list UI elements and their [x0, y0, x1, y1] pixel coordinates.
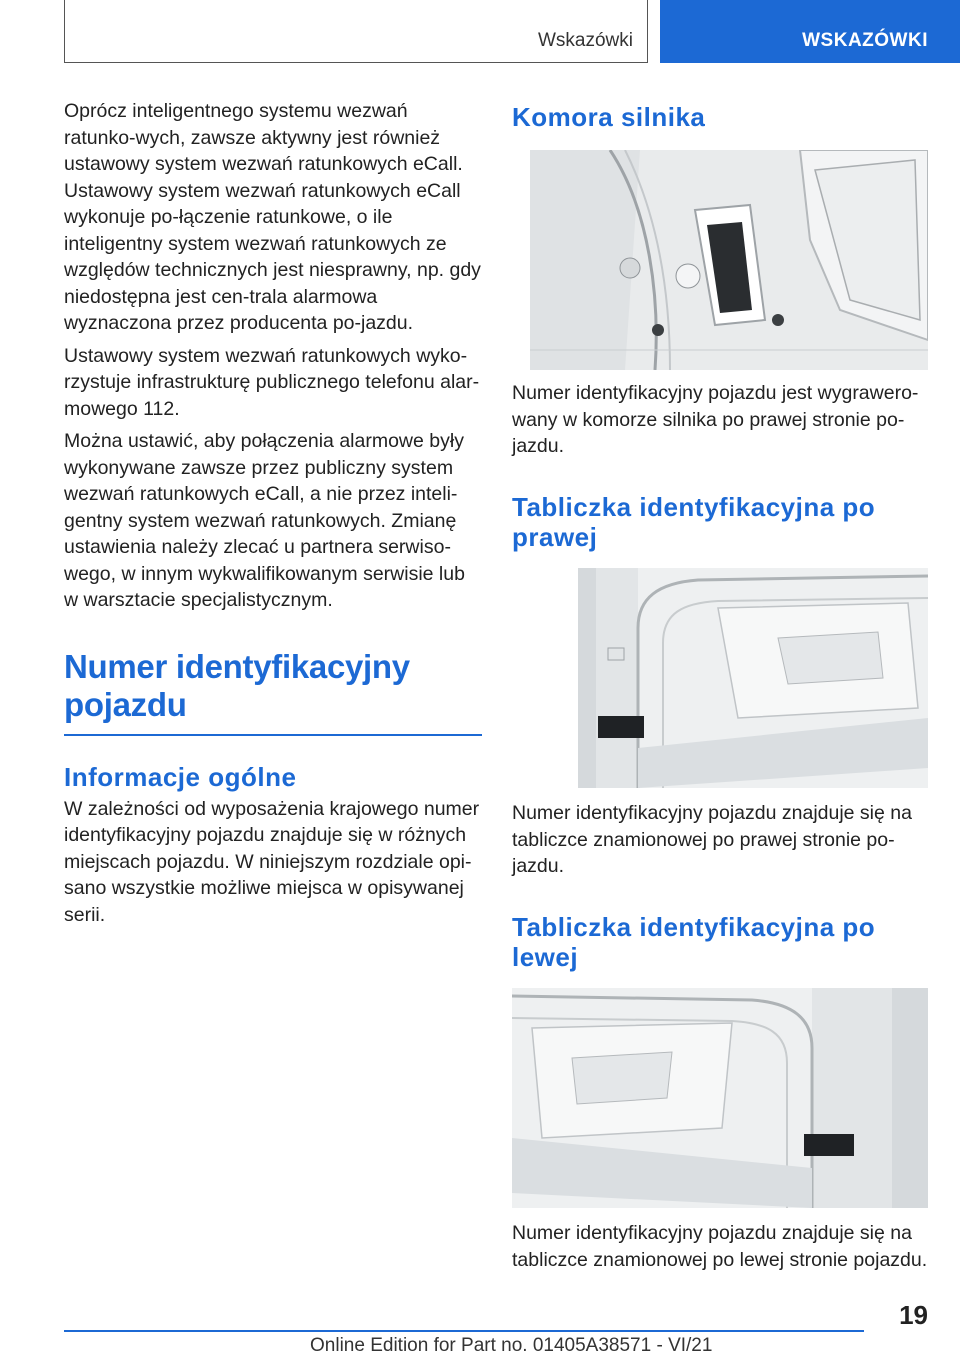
section-title-right-plate: Tabliczka identyfikacyjna po prawej: [512, 492, 876, 552]
paragraph-ecall-112: Ustawowy system wezwań ratunkowych wyko-rzystuje infrastrukturę publicznego telefonu alar-mowego 112.: [64, 344, 480, 420]
header-box: [64, 0, 648, 63]
right-plate-image: [578, 568, 928, 788]
engine-bay-image: [530, 150, 928, 370]
header-chapter-tab[interactable]: [660, 0, 960, 63]
footer-divider: [64, 1330, 864, 1332]
chapter-divider: [64, 734, 482, 736]
page-number: 19: [899, 1300, 928, 1330]
left-plate-illustration: [512, 988, 928, 1208]
paragraph-general-info: W zależności od wyposażenia krajowego numer identyfikacyjny pojazdu znajduje się w różnych miejscach pojazdu. W niniejszym rozdziale opi-sano wszystkie możliwe miejsca w opisywanej serii.: [64, 797, 480, 926]
section-title-general: Informacje ogólne: [64, 761, 297, 792]
header-tab-label: WSKAZÓWKI: [802, 30, 928, 51]
caption-left-plate: Numer identyfikacyjny pojazdu znajduje się na tabliczce znamionowej po lewej stronie pojazdu.: [512, 1222, 928, 1271]
caption-engine: Numer identyfikacyjny pojazdu jest wygrawero-wany w komorze silnika po prawej stronie po-jazdu.: [512, 382, 919, 457]
section-title-engine: Komora silnika: [512, 102, 706, 132]
header-section-label: Wskazówki: [537, 30, 633, 51]
section-title-left-plate: Tabliczka identyfikacyjna po lewej: [512, 912, 876, 972]
left-column: [64, 98, 482, 934]
chapter-title: Numer identyfikacyjny pojazdu: [64, 647, 410, 723]
footer-edition: Online Edition for Part no. 01405A38571 - VI/21: [310, 1335, 713, 1356]
paragraph-ecall-settings: Można ustawić, aby połączenia alarmowe były wykonywane zawsze przez publiczny system wezwań ratunkowych eCall, a nie przez inteli-gentny system wezwań ratunkowych. Zmianę ustawienia należy zlecać u partnera serwiso-wego, w innym wykwalifikowanym serwisie lub w warsztacie specjalistycznym.: [64, 430, 465, 611]
caption-right-plate: Numer identyfikacyjny pojazdu znajduje się na tabliczce znamionowej po prawej stronie po-jazdu.: [512, 802, 912, 877]
right-plate-illustration: [578, 568, 928, 788]
engine-bay-illustration: [530, 150, 928, 370]
paragraph-ecall-intro: Oprócz inteligentnego systemu wezwań ratunko-wych, zawsze aktywny jest również ustawowy system wezwań ratunkowych eCall. Ustawowy system wezwań ratunkowych eCall wykonuje po-łączenie ratunkowe, o ile inteligentny system wezwań ratunkowych ze względów technicznych jest niesprawny, np. gdy niedostępna jest cen-trala alarmowa wyznaczona przez producenta po-jazdu.: [64, 100, 481, 334]
left-plate-image: [512, 988, 928, 1208]
